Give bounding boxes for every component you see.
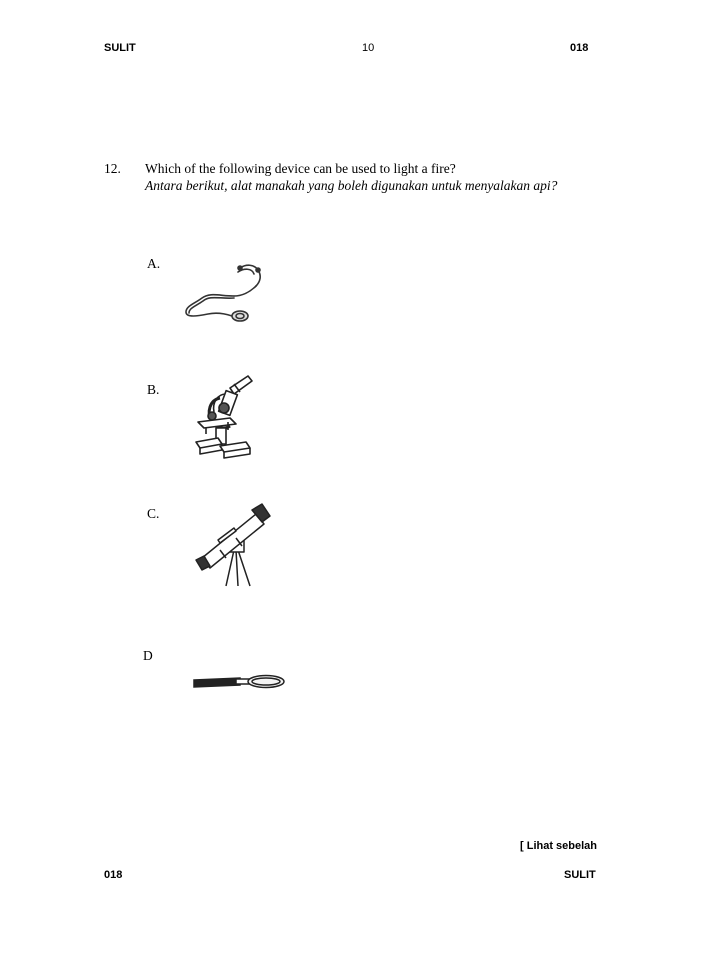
magnifying-glass-icon [192, 672, 288, 692]
option-a-label: A. [147, 256, 161, 271]
option-c-label: C. [147, 506, 160, 521]
option-b-label: B. [147, 382, 160, 397]
footer-left: 018 [104, 869, 123, 881]
header-left: SULIT [104, 42, 136, 54]
option-d-label: D [143, 648, 153, 663]
question-text-malay: Antara berikut, alat manakah yang boleh digunakan untuk menyalakan api? [145, 178, 558, 193]
microscope-icon [190, 372, 256, 462]
page-number: 10 [362, 42, 375, 54]
footer-right: SULIT [564, 869, 596, 881]
stethoscope-icon [180, 262, 272, 326]
telescope-icon [190, 500, 274, 588]
header-right: 018 [570, 42, 589, 54]
question-text-english: Which of the following device can be used to light a fire? [145, 161, 456, 176]
turn-over-note: [ Lihat sebelah [520, 840, 598, 852]
question-number: 12. [104, 161, 121, 176]
